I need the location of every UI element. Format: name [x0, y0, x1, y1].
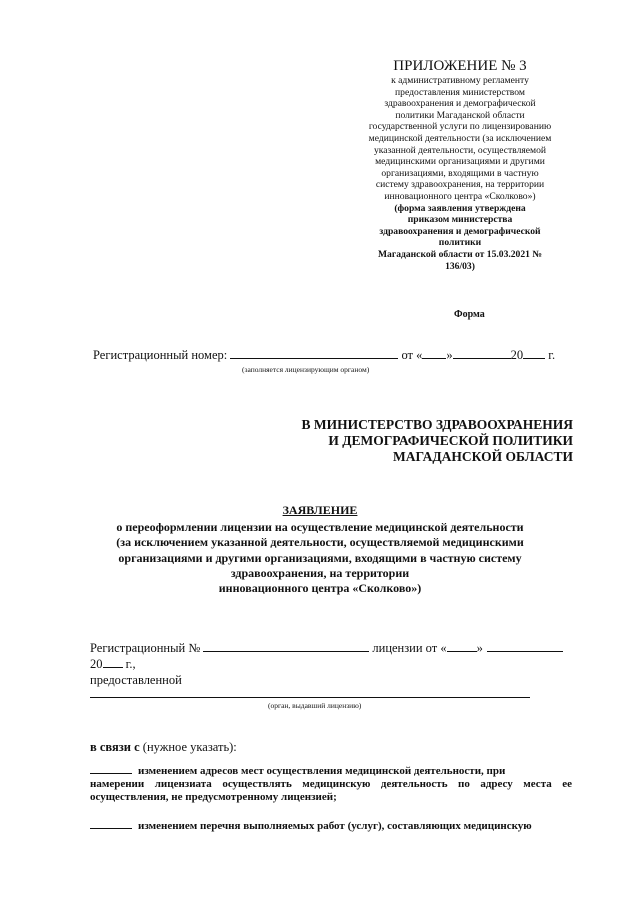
- appendix-line: инновационного центра «Сколково»): [384, 190, 536, 202]
- license-year-prefix: 20: [90, 657, 103, 671]
- item-rest-text: намерении лицензиата осуществлять медицинскую деятельность по адресу места ее осуществления, не предусмотренному лицензией;: [90, 778, 572, 803]
- license-month-field[interactable]: [487, 650, 563, 652]
- item-first-text: изменением перечня выполняемых работ (услуг), составляющих медицинскую: [138, 820, 532, 832]
- license-reg-label: Регистрационный №: [90, 641, 201, 655]
- item-first-text: изменением адресов мест осуществления медицинской деятельности, при: [138, 765, 506, 777]
- appendix-line: предоставления министерством: [395, 86, 525, 98]
- registration-number-field[interactable]: [230, 357, 398, 359]
- reason-item: [90, 820, 572, 833]
- license-provided: предоставленной: [90, 673, 182, 687]
- issuer-field[interactable]: [90, 697, 530, 698]
- appendix-line: медицинскими организациями и другими: [375, 156, 545, 168]
- approval-line: Магаданской области от 15.03.2021 №: [378, 248, 542, 260]
- statement-line: о переоформлении лицензии на осуществление медицинской деятельности: [116, 520, 524, 535]
- addressee-block: [250, 417, 573, 465]
- appendix-line: систему здравоохранения, на территории: [375, 179, 545, 191]
- appendix-line: организациями, входящими в частную: [381, 167, 539, 179]
- item-checkbox-field[interactable]: [90, 772, 132, 774]
- approval-line: (форма заявления утверждена: [394, 202, 526, 214]
- registration-quote-close: »: [446, 348, 453, 362]
- registration-day-field[interactable]: [422, 357, 446, 359]
- addressee-line: В МИНИСТЕРСТВО ЗДРАВООХРАНЕНИЯ: [301, 417, 573, 432]
- issuer-note: (орган, выдавший лицензию): [268, 701, 362, 710]
- reason-item: [90, 765, 572, 804]
- license-day-field[interactable]: [447, 650, 477, 652]
- appendix-line: политики Магаданской области: [395, 109, 525, 121]
- registration-note: (заполняется лицензирующим органом): [242, 365, 370, 374]
- addressee-line: И ДЕМОГРАФИЧЕСКОЙ ПОЛИТИКИ: [328, 433, 573, 448]
- registration-year-suffix: г.: [548, 348, 556, 362]
- approval-line: приказом министерства: [407, 214, 513, 226]
- license-line: [90, 641, 563, 656]
- appendix-line: указанной деятельности, осуществляемой: [373, 144, 547, 156]
- appendix-line: государственной услуги по лицензированию: [368, 121, 552, 133]
- registration-label: Регистрационный номер:: [93, 348, 228, 362]
- license-from: лицензии от «: [372, 641, 447, 655]
- approval-line: здравоохранения и демографической: [379, 225, 541, 237]
- license-year-line: [90, 657, 136, 672]
- statement-line: инновационного центра «Сколково»): [218, 581, 422, 596]
- reason-normal: (нужное указать):: [142, 740, 237, 754]
- reason-line: [90, 740, 237, 755]
- approval-line: 136/03): [445, 260, 475, 272]
- license-year-field[interactable]: [103, 666, 123, 668]
- approval-line: политики: [438, 237, 482, 249]
- license-quote-close: »: [476, 641, 483, 655]
- item-first-line: [90, 820, 572, 833]
- appendix-block: [340, 57, 580, 272]
- appendix-line: здравоохранения и демографической: [384, 98, 536, 110]
- registration-year-prefix: 20: [510, 348, 524, 362]
- appendix-line: к административному регламенту: [391, 75, 529, 86]
- license-number-field[interactable]: [203, 650, 369, 652]
- appendix-text: [340, 75, 580, 203]
- appendix-line: медицинской деятельности (за исключением: [368, 132, 552, 144]
- approval-note: [340, 203, 580, 273]
- statement-title: ЗАЯВЛЕНИЕ: [282, 503, 358, 517]
- form-label: Форма: [454, 309, 485, 320]
- item-checkbox-field[interactable]: [90, 827, 132, 829]
- item-first-line: [90, 765, 572, 778]
- statement-line: организациями и другими организациями, входящими в частную систему: [118, 550, 522, 565]
- registration-line: [93, 348, 555, 363]
- addressee-line: МАГАДАНСКОЙ ОБЛАСТИ: [393, 449, 573, 464]
- reason-bold: в связи с: [90, 740, 140, 754]
- statement-line: здравоохранения, на территории: [230, 565, 410, 580]
- license-year-suffix: г.,: [125, 657, 136, 671]
- registration-year-field[interactable]: [523, 357, 545, 359]
- statement-line: (за исключением указанной деятельности, осуществляемой медицинскими: [116, 535, 524, 550]
- registration-month-field[interactable]: [453, 357, 511, 359]
- appendix-title: ПРИЛОЖЕНИЕ № 3: [393, 58, 527, 74]
- registration-from: от «: [401, 348, 423, 362]
- statement-block: [80, 503, 560, 596]
